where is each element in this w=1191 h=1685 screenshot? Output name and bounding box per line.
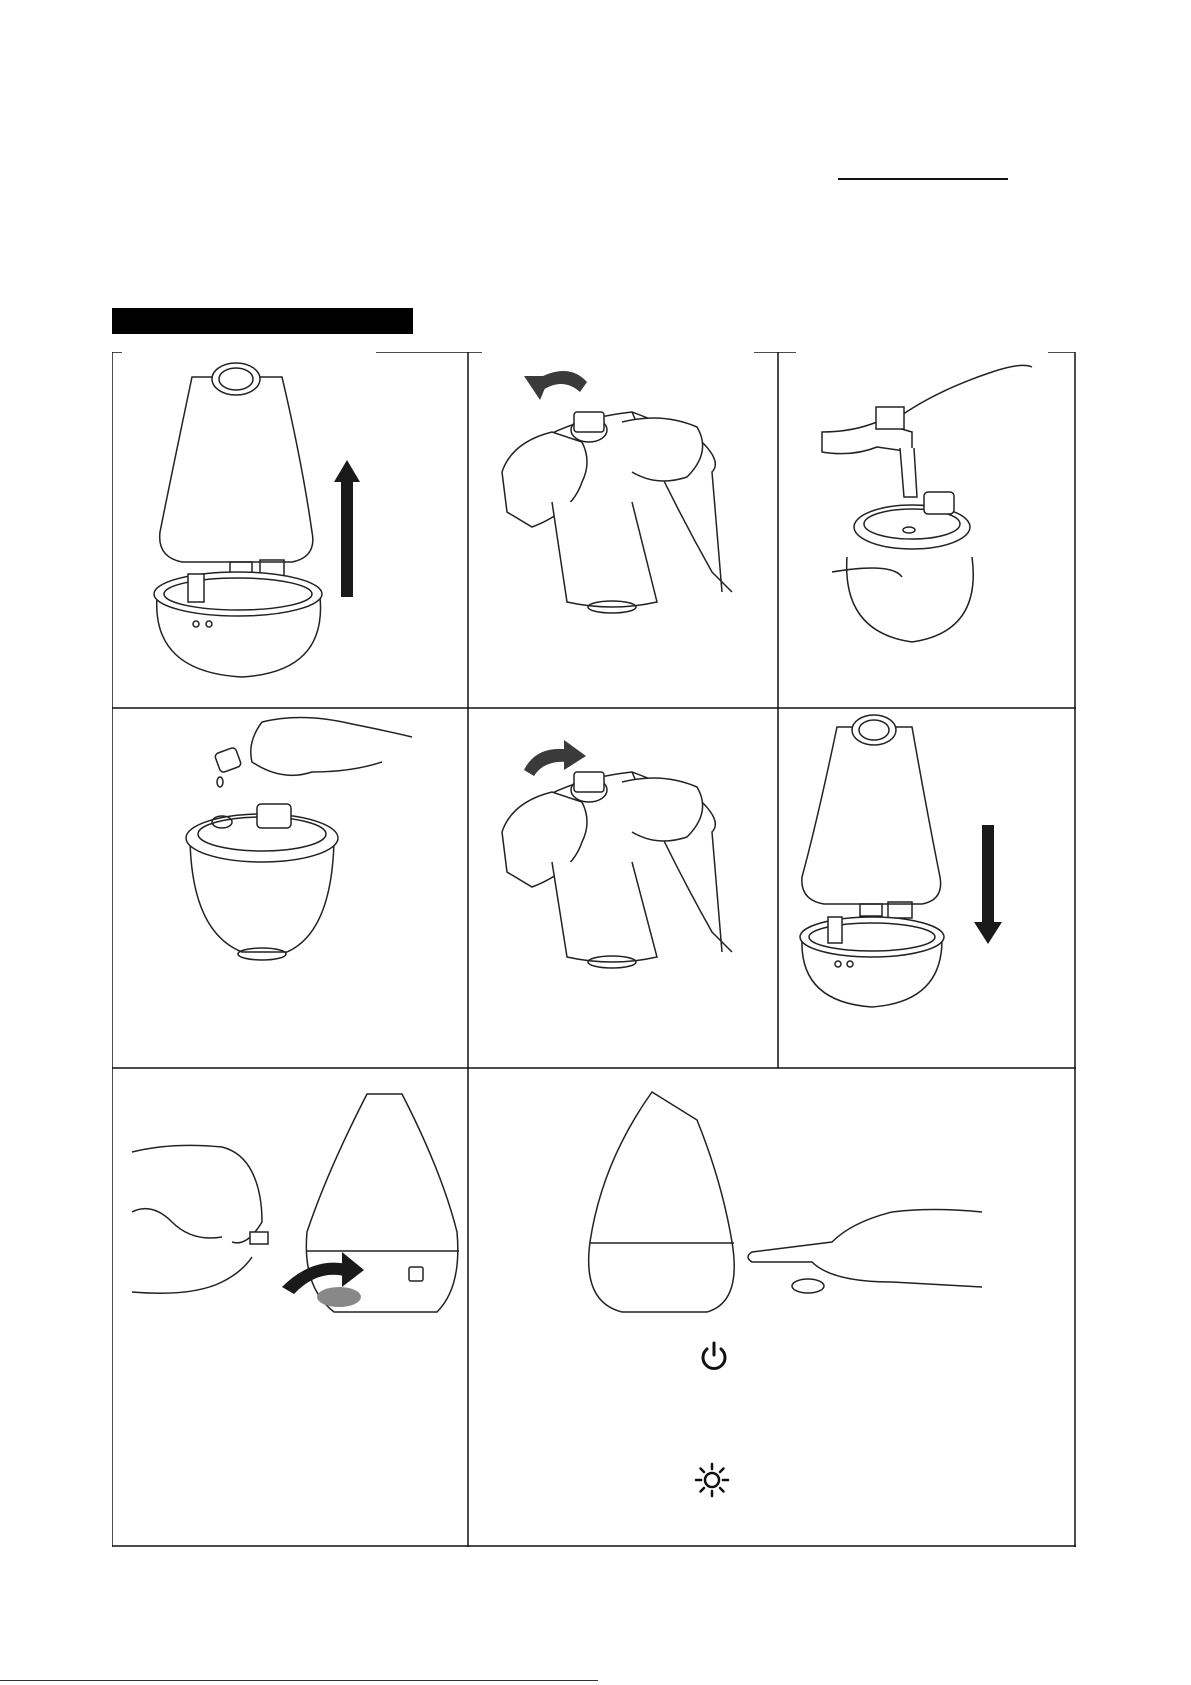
footnote-rule	[0, 1680, 598, 1681]
title-underline	[838, 178, 1008, 180]
down-arrow	[974, 825, 1002, 944]
step-4-illustration	[186, 717, 412, 960]
step-3-illustration	[822, 365, 1032, 642]
curved-arrow-right	[524, 740, 586, 776]
step-2-illustration	[502, 412, 732, 613]
step-8-illustration	[589, 1092, 982, 1312]
power-icon	[696, 1338, 732, 1374]
step-1-illustration	[154, 363, 322, 677]
instruction-grid	[112, 352, 1076, 1547]
up-arrow	[334, 460, 360, 597]
curved-arrow-left	[524, 371, 587, 400]
light-icon	[694, 1462, 730, 1498]
section-heading-bar	[112, 308, 413, 334]
step-6-illustration	[800, 715, 944, 1007]
step-5-illustration	[502, 772, 732, 968]
